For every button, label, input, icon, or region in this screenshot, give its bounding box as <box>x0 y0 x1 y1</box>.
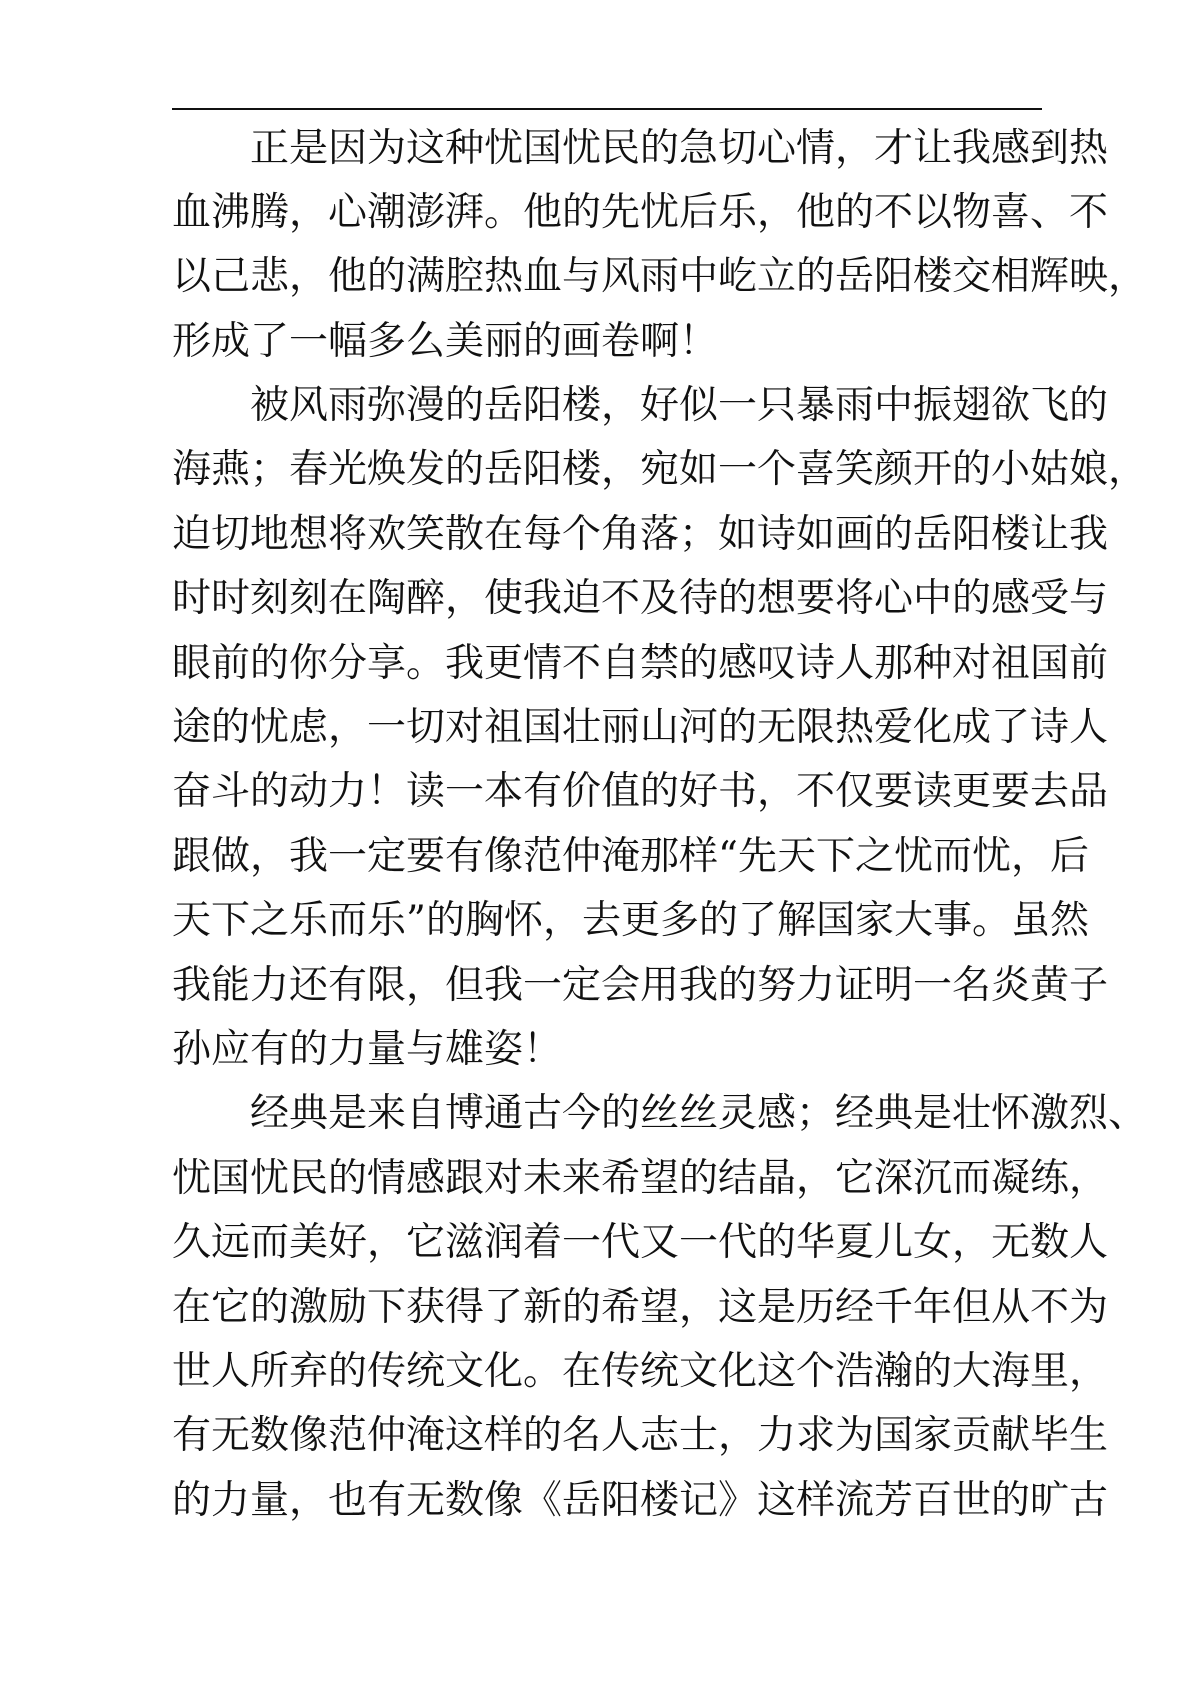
text-line: 天下之乐而乐”的胸怀，去更多的了解国家大事。虽然 <box>172 898 1089 943</box>
text-line: 跟做，我一定要有像范仲淹那样“先天下之忧而忧，后 <box>172 834 1089 879</box>
text-line: 奋斗的动力！读一本有价值的好书，不仅要读更要去品 <box>172 769 1109 814</box>
text-line: 有无数像范仲淹这样的名人志士，力求为国家贡献毕生 <box>172 1413 1109 1458</box>
text-line: 被风雨弥漫的岳阳楼，好似一只暴雨中振翅欲飞的 <box>250 383 1109 428</box>
text-line: 世人所弃的传统文化。在传统文化这个浩瀚的大海里， <box>172 1349 1109 1394</box>
text-line: 以己悲，他的满腔热血与风雨中屹立的岳阳楼交相辉映， <box>172 254 1148 299</box>
text-line: 迫切地想将欢笑散在每个角落；如诗如画的岳阳楼让我 <box>172 512 1109 557</box>
text-line: 我能力还有限，但我一定会用我的努力证明一名炎黄子 <box>172 963 1109 1008</box>
text-line: 形成了一幅多么美丽的画卷啊！ <box>172 319 719 364</box>
text-line: 海燕；春光焕发的岳阳楼，宛如一个喜笑颜开的小姑娘， <box>172 447 1148 492</box>
text-line: 正是因为这种忧国忧民的急切心情，才让我感到热 <box>250 126 1109 171</box>
text-line: 忧国忧民的情感跟对未来希望的结晶，它深沉而凝练， <box>172 1156 1109 1201</box>
text-line: 久远而美好，它滋润着一代又一代的华夏儿女，无数人 <box>172 1220 1109 1265</box>
text-line: 时时刻刻在陶醉，使我迫不及待的想要将心中的感受与 <box>172 576 1109 621</box>
header-rule <box>172 108 1042 110</box>
text-line: 的力量，也有无数像《岳阳楼记》这样流芳百世的旷古 <box>172 1478 1109 1523</box>
text-line: 眼前的你分享。我更情不自禁的感叹诗人那种对祖国前 <box>172 641 1109 686</box>
text-line: 途的忧虑，一切对祖国壮丽山河的无限热爱化成了诗人 <box>172 705 1109 750</box>
text-line: 孙应有的力量与雄姿！ <box>172 1027 563 1072</box>
text-line: 经典是来自博通古今的丝丝灵感；经典是壮怀激烈、 <box>250 1091 1148 1136</box>
text-line: 血沸腾，心潮澎湃。他的先忧后乐，他的不以物喜、不 <box>172 190 1109 235</box>
text-line: 在它的激励下获得了新的希望，这是历经千年但从不为 <box>172 1285 1109 1330</box>
